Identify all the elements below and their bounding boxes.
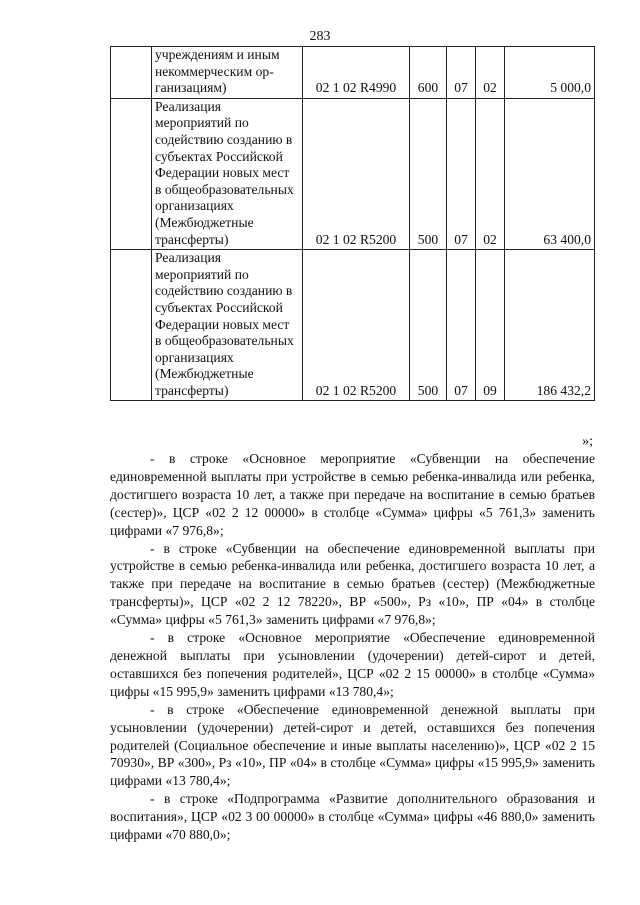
table-cell-pr: 02 <box>476 47 505 99</box>
table-cell-vr: 500 <box>410 98 447 249</box>
table-cell-rz: 07 <box>447 47 476 99</box>
table-row <box>111 47 595 99</box>
table-cell-sum: 186 432,2 <box>505 250 595 401</box>
table-cell-blank <box>111 250 152 401</box>
table-cell-vr: 500 <box>410 250 447 401</box>
amendment-paragraph: - в строке «Подпрограмма «Развитие дополнительного образования и воспитания», ЦСР «02 3 00 00000» в столбце «Сумма» цифры «46 880,0» заменить цифрами «70 880,0»; <box>110 791 595 843</box>
table-cell-sum: 5 000,0 <box>505 47 595 99</box>
table-cell-rz: 07 <box>447 250 476 401</box>
table-cell-blank <box>111 98 152 249</box>
amendment-paragraph: - в строке «Обеспечение единовременной денежной выплаты при усыновлении (удочерении) детей-сирот и детей, оставшихся без попечения родителей (Социальное обеспечение и иные выплаты населению)», ЦСР «02 2 15 70930», ВР «300», Рз «10», ПР «04» в столбце «Сумма» цифры «15 995,9» заменить цифрами «13 780,4»; <box>110 701 595 789</box>
table-cell-name: Реализация мероприятий по содействию созданию в субъектах Российской Федерации новых мест в общеобразовательных организациях (Межбюджетные трансферты) <box>152 250 303 401</box>
table-cell-csr: 02 1 02 R5200 <box>303 250 410 401</box>
amendments-text <box>110 450 595 844</box>
closing-quote-mark: »; <box>582 434 593 449</box>
amendment-paragraph: - в строке «Основное мероприятие «Обеспечение единовременной денежной выплаты при усыновлении (удочерении) детей-сирот и детей, оставшихся без попечения родителей», ЦСР «02 2 15 00000» в столбце «Сумма» цифры «15 995,9» заменить цифрами «13 780,4»; <box>110 630 595 699</box>
table-cell-blank <box>111 47 152 99</box>
page-number: 283 <box>309 29 331 44</box>
table-cell-pr: 09 <box>476 250 505 401</box>
table-cell-vr: 600 <box>410 47 447 99</box>
table-cell-name: учреждениям и иным некоммерческим организациям) <box>152 47 303 99</box>
table-cell-csr: 02 1 02 R5200 <box>303 98 410 249</box>
amendment-paragraph: - в строке «Основное мероприятие «Субвенции на обеспечение единовременной выплаты при устройстве в семью ребенка-инвалида или ребенка, достигшего возраста 10 лет, а также при передаче на воспитание в семью братьев (сестер)», ЦСР «02 2 12 00000» в столбце «Сумма» цифры «5 761,3» заменить цифрами «7 976,8»; <box>110 451 595 538</box>
table-cell-csr: 02 1 02 R4990 <box>303 47 410 99</box>
table-cell-name: Реализация мероприятий по содействию созданию в субъектах Российской Федерации новых мест в общеобразовательных организациях (Межбюджетные трансферты) <box>152 98 303 249</box>
table-row <box>111 250 595 401</box>
table-cell-pr: 02 <box>476 98 505 249</box>
table-row <box>111 98 595 249</box>
amendment-paragraph: - в строке «Субвенции на обеспечение единовременной выплаты при устройстве в семью ребенка-инвалида или ребенка, достигшего возраста 10 лет, а также при передаче на воспитание в семью братьев (сестер) (Межбюджетные трансферты)», ЦСР «02 2 12 78220», ВР «500», Рз «10», ПР «04» в столбце «Сумма» цифры «5 761,3» заменить цифрами «7 976,8»; <box>110 540 595 628</box>
budget-table <box>110 46 595 401</box>
table-cell-rz: 07 <box>447 98 476 249</box>
table-cell-sum: 63 400,0 <box>505 98 595 249</box>
